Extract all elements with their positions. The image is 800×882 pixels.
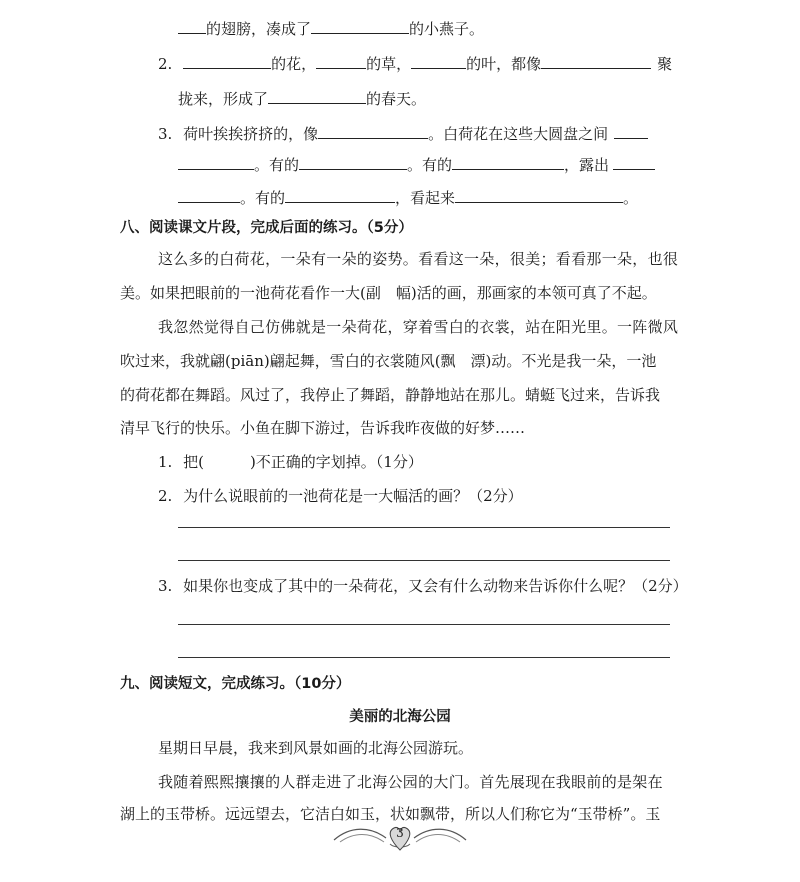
q7-3-line3 xyxy=(178,186,638,208)
article-title: 美丽的北海公园 xyxy=(349,709,451,725)
article-line: 湖上的玉带桥。远远望去，它洁白如玉，状如飘带，所以人们称它为“玉带桥”。玉 xyxy=(120,805,661,823)
text: 。白荷花在这些大圆盘之间 xyxy=(428,125,609,143)
question-number: 3. xyxy=(158,125,173,143)
passage-line: 吹过来，我就翩(piān)翩起舞，雪白的衣裳随风(飘 漂)动。不光是我一朵，一池 xyxy=(120,352,657,370)
text: ，看起来 xyxy=(395,189,456,207)
text: 的叶，都像 xyxy=(466,55,542,73)
text: 聚 xyxy=(657,55,673,73)
q7-2-line2 xyxy=(178,87,426,109)
page-number: 3 xyxy=(396,826,404,840)
text: 拢来，形成了 xyxy=(178,90,269,108)
question-number: 1. xyxy=(158,453,173,471)
answer-blank[interactable] xyxy=(178,153,254,170)
passage-line: 这么多的白荷花，一朵有一朵的姿势。看看这一朵，很美；看看那一朵，也很 xyxy=(158,250,679,268)
text: 。 xyxy=(623,189,639,207)
section-8-heading: 八、阅读课文片段，完成后面的练习。（5分） xyxy=(120,220,413,236)
text: 的翅膀，凑成了 xyxy=(206,20,312,38)
answer-line[interactable] xyxy=(178,527,670,528)
passage-line: 清早飞行的快乐。小鱼在脚下游过，告诉我昨夜做的好梦…… xyxy=(120,419,526,437)
answer-blank[interactable] xyxy=(178,17,206,34)
text: 。有的 xyxy=(254,156,300,174)
answer-blank[interactable] xyxy=(316,52,366,69)
question-text: 为什么说眼前的一池荷花是一大幅活的画？（2分） xyxy=(183,487,523,505)
answer-blank[interactable] xyxy=(285,186,395,203)
page-footer-ornament xyxy=(330,818,470,858)
q8-2 xyxy=(158,486,523,506)
answer-blank[interactable] xyxy=(178,186,240,203)
q7-2-line1 xyxy=(158,52,672,74)
q8-1 xyxy=(158,452,423,472)
text: ，露出 xyxy=(564,156,610,174)
question-text: 如果你也变成了其中的一朵荷花，又会有什么动物来告诉你什么呢？（2分） xyxy=(183,577,688,595)
answer-blank[interactable] xyxy=(183,52,271,69)
answer-blank[interactable] xyxy=(268,87,366,104)
q7-1-tail-line xyxy=(178,17,484,39)
text: 的春天。 xyxy=(366,90,427,108)
question-number: 2. xyxy=(158,487,173,505)
question-number: 3. xyxy=(158,577,173,595)
text: 荷叶挨挨挤挤的，像 xyxy=(183,125,319,143)
text: 把( xyxy=(183,453,204,471)
answer-line[interactable] xyxy=(178,560,670,561)
answer-blank[interactable] xyxy=(614,122,648,139)
text: 。有的 xyxy=(407,156,453,174)
text: 的小燕子。 xyxy=(409,20,485,38)
answer-blank[interactable] xyxy=(541,52,651,69)
answer-blank[interactable] xyxy=(311,17,409,34)
answer-blank[interactable] xyxy=(299,153,407,170)
text: 。有的 xyxy=(240,189,286,207)
answer-line[interactable] xyxy=(178,657,670,658)
answer-blank[interactable] xyxy=(411,52,466,69)
text: 的花， xyxy=(271,55,317,73)
q8-3 xyxy=(158,576,688,596)
passage-line: 美。如果把眼前的一池荷花看作一大(副 幅)活的画，那画家的本领可真了不起。 xyxy=(120,284,657,302)
passage-line: 的荷花都在舞蹈。风过了，我停止了舞蹈，静静地站在那儿。蜻蜓飞过来，告诉我 xyxy=(120,386,661,404)
question-number: 2. xyxy=(158,55,173,73)
answer-blank[interactable] xyxy=(452,153,564,170)
article-line: 星期日早晨，我来到风景如画的北海公园游玩。 xyxy=(158,739,474,757)
answer-blank[interactable] xyxy=(455,186,623,203)
section-9-heading: 九、阅读短文，完成练习。（10分） xyxy=(120,676,351,692)
q7-3-line1 xyxy=(158,122,648,144)
answer-blank[interactable] xyxy=(613,153,655,170)
answer-line[interactable] xyxy=(178,624,670,625)
text: )不正确的字划掉。（1分） xyxy=(249,453,423,471)
article-line: 我随着熙熙攘攘的人群走进了北海公园的大门。首先展现在我眼前的是架在 xyxy=(158,773,663,791)
text: 的草， xyxy=(366,55,412,73)
q7-3-line2 xyxy=(178,153,655,175)
passage-line: 我忽然觉得自己仿佛就是一朵荷花，穿着雪白的衣裳，站在阳光里。一阵微风 xyxy=(158,318,679,336)
answer-blank[interactable] xyxy=(318,122,428,139)
